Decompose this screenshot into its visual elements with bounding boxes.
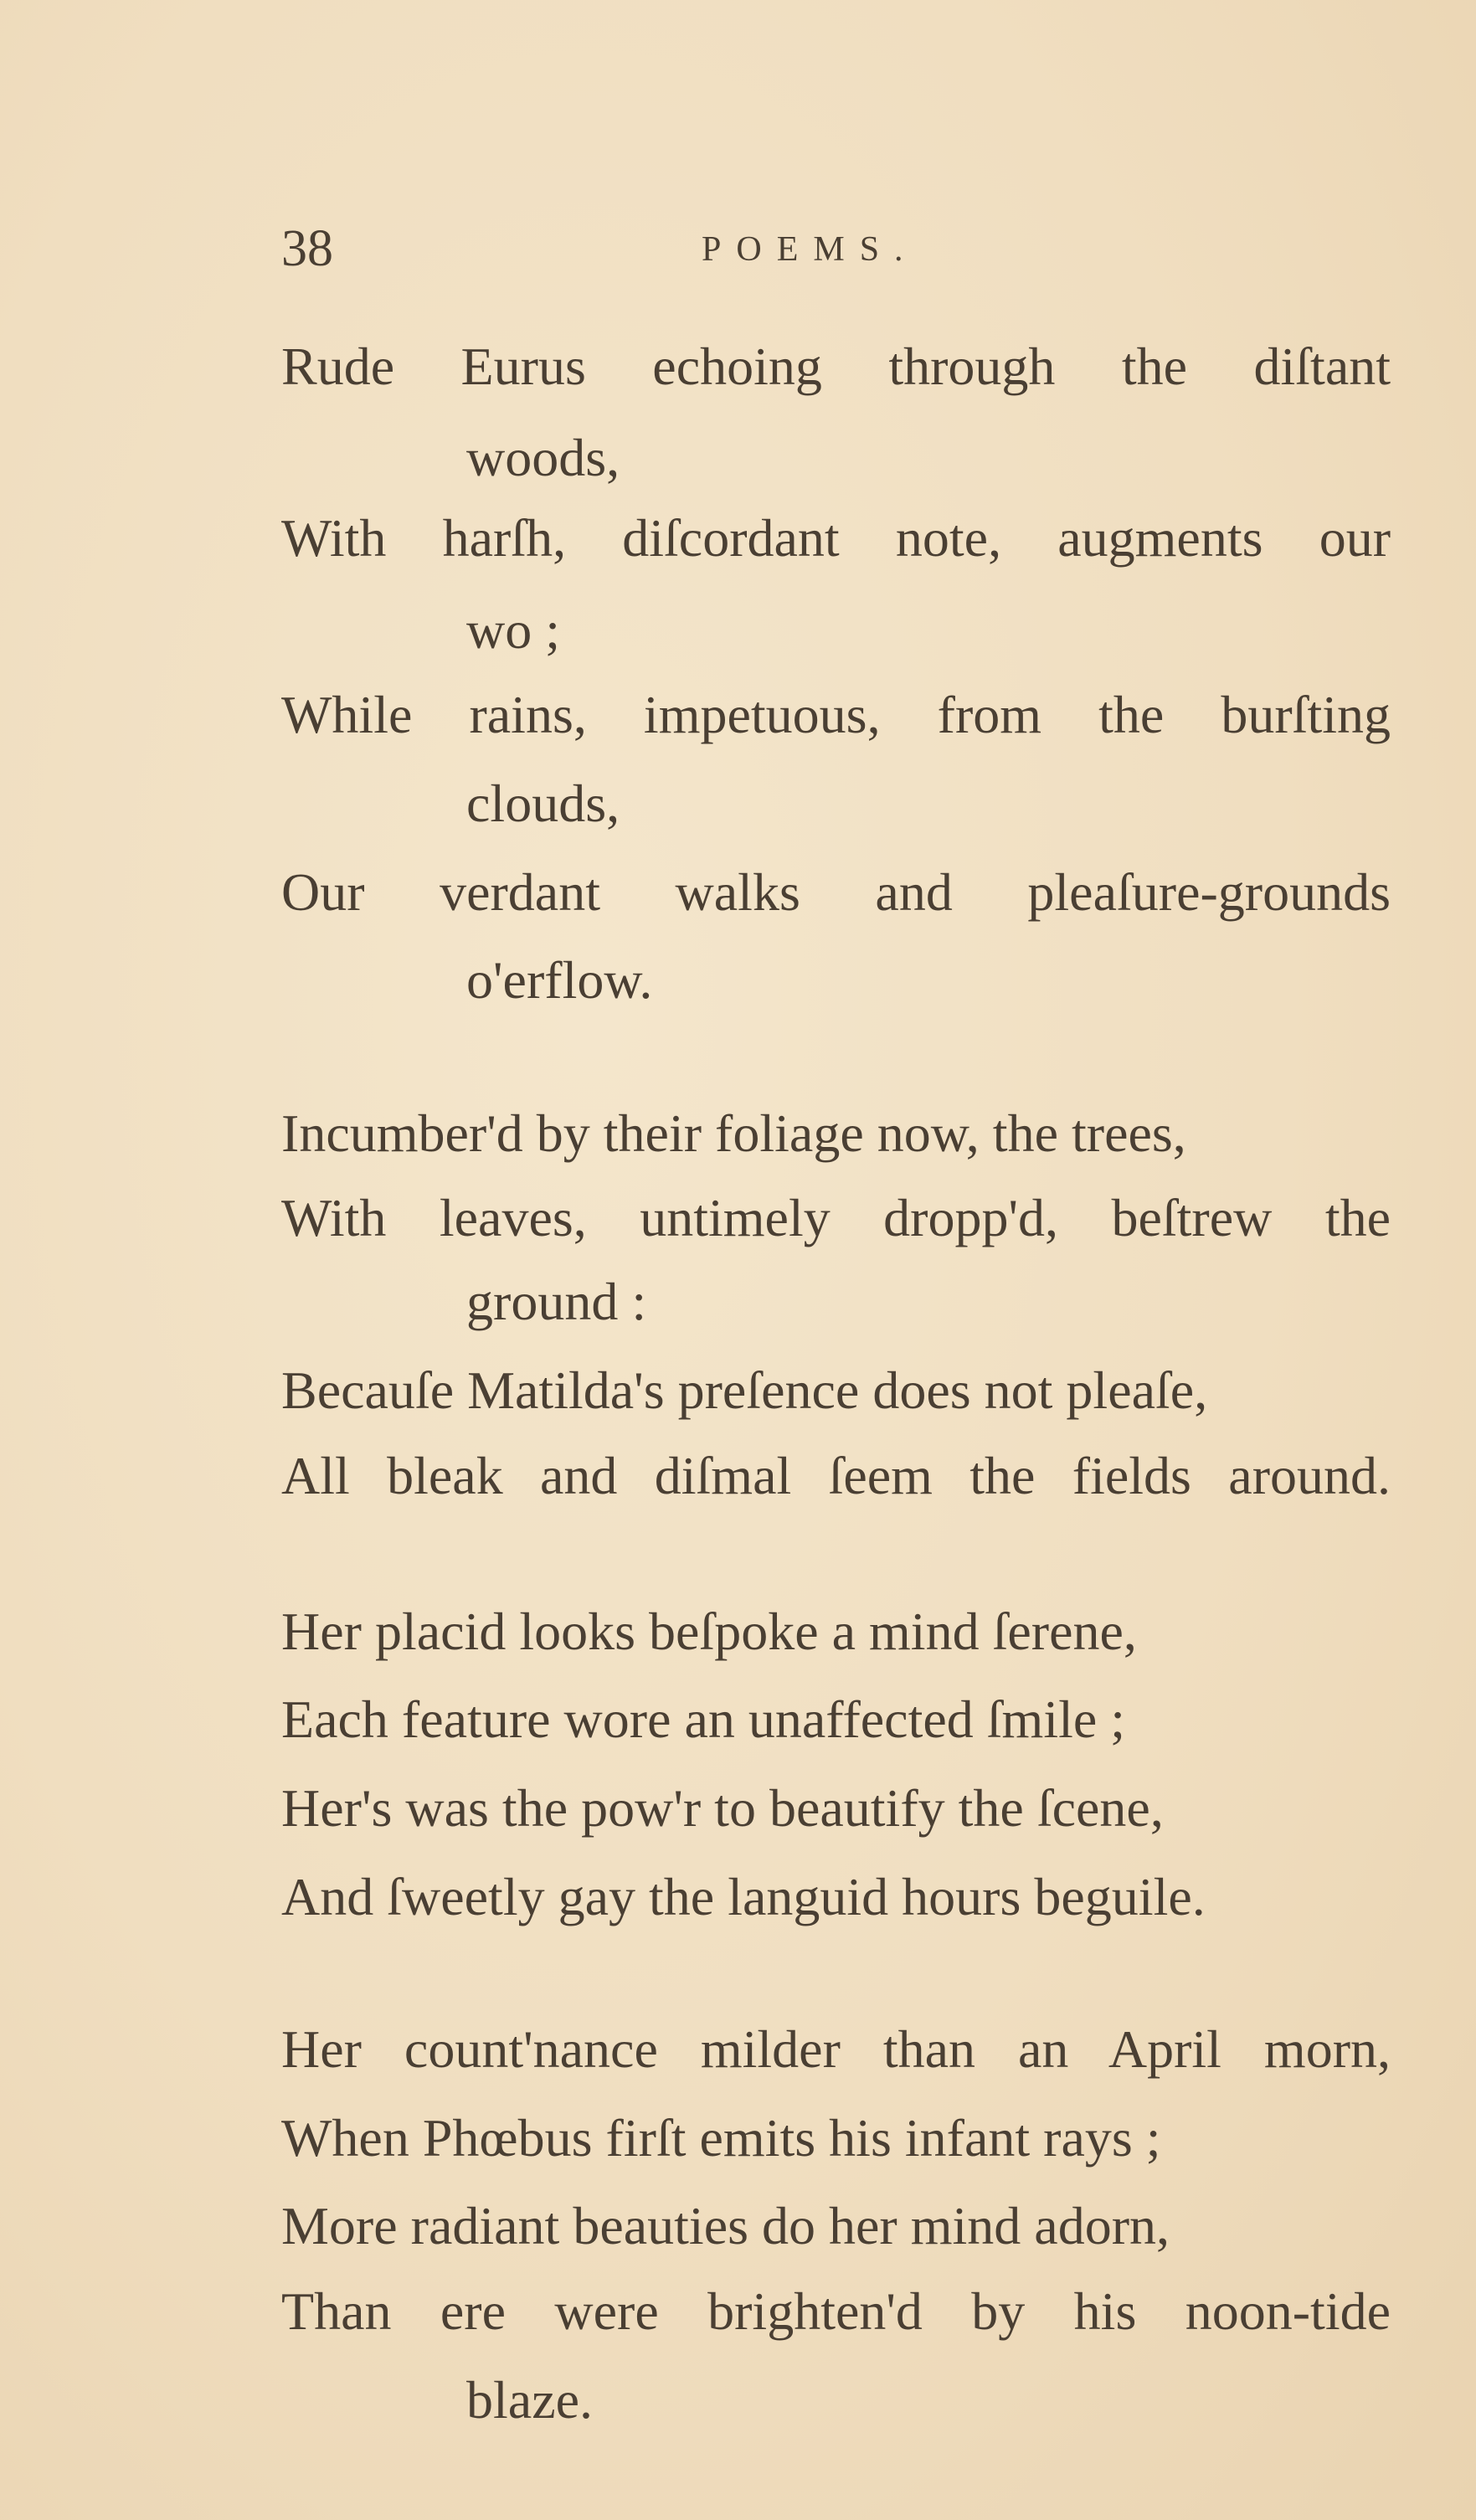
poem-line: Each feature wore an unaffected ſmile ; <box>281 1689 1126 1749</box>
poem-line: While rains, impetuous, from the burſting <box>281 685 1391 744</box>
poem-line: All bleak and diſmal ſeem the fields around. <box>281 1446 1391 1505</box>
poem-line: Our verdant walks and pleaſure-grounds <box>281 862 1391 922</box>
poem-line-continuation: blaze. <box>466 2370 593 2430</box>
poem-line-continuation: ground : <box>466 1272 647 1331</box>
poem-line: With leaves, untimely dropp'd, beſtrew the <box>281 1188 1391 1247</box>
running-title: POEMS. <box>702 230 918 269</box>
poem-line: Rude Eurus echoing through the diſtant <box>281 337 1391 396</box>
poem-line: Her count'nance milder than an April morn, <box>281 2019 1391 2079</box>
poem-line-continuation: wo ; <box>466 600 560 660</box>
poem-line: And ſweetly gay the languid hours beguile. <box>281 1867 1206 1926</box>
poem-line: Than ere were brighten'd by his noon-tide <box>281 2281 1391 2341</box>
poem-line: Becauſe Matilda's preſence does not pleaſe, <box>281 1360 1208 1420</box>
poem-line-continuation: o'erflow. <box>466 950 653 1010</box>
poem-line: Her placid looks beſpoke a mind ſerene, <box>281 1602 1137 1661</box>
poem-line: With harſh, diſcordant note, augments our <box>281 508 1391 568</box>
poem-line-continuation: clouds, <box>466 774 620 833</box>
poem-line: Her's was the pow'r to beautify the ſcene, <box>281 1778 1164 1838</box>
poem-line: Incumber'd by their foliage now, the trees, <box>281 1103 1186 1163</box>
page-number: 38 <box>281 220 333 277</box>
poem-line-continuation: woods, <box>466 428 620 487</box>
poem-line: When Phœbus firſt emits his infant rays ; <box>281 2108 1161 2168</box>
poem-line: More radiant beauties do her mind adorn, <box>281 2196 1170 2255</box>
